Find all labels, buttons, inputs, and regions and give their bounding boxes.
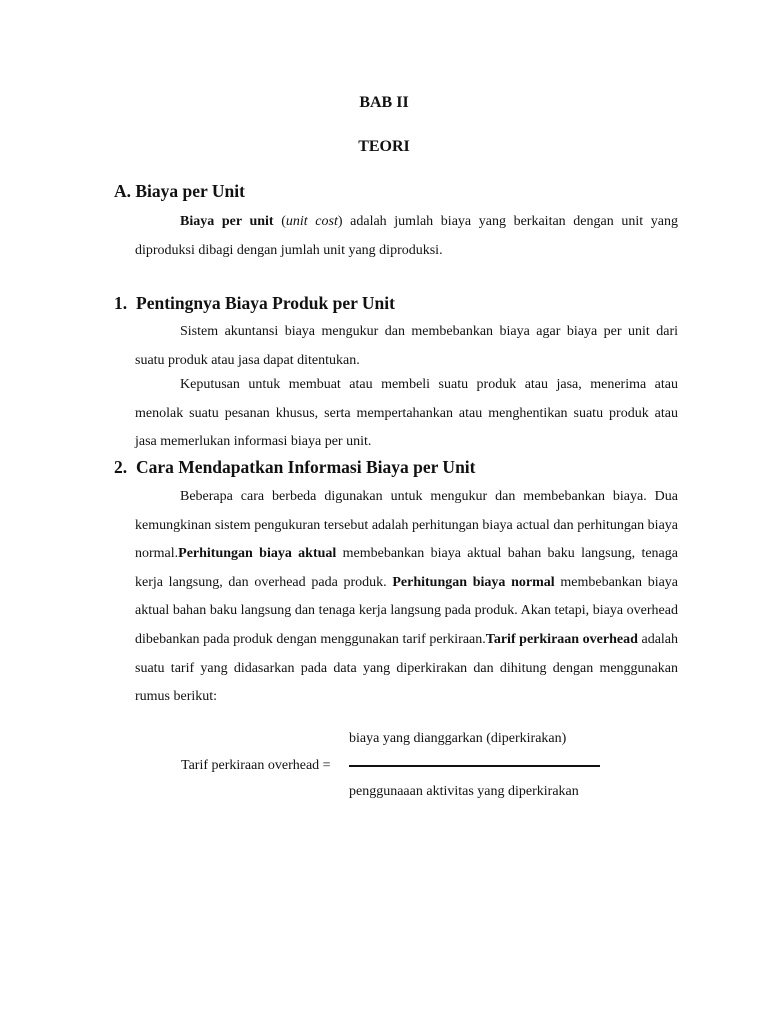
formula-denominator: penggunaaan aktivitas yang diperkirakan [349,784,579,799]
term-unit-cost: unit cost [285,214,338,229]
term-biaya-per-unit: Biaya per unit [180,214,274,229]
term-perhitungan-biaya-aktual: Perhitungan biaya aktual [178,546,337,562]
section-1-heading: 1. Pentingnya Biaya Produk per Unit [114,293,395,313]
section-2-heading: 2. Cara Mendapatkan Informasi Biaya per Unit [114,457,476,477]
fraction-bar [349,765,600,767]
term-tarif-perkiraan-overhead: Tarif perkiraan overhead [485,631,638,647]
term-perhitungan-biaya-normal: Perhitungan biaya normal [392,574,555,590]
section-a-heading: A. Biaya per Unit [114,181,245,201]
section-2-paragraph: Beberapa cara berbeda digunakan untuk mengukur dan membebankan biaya. Dua kemungkinan sistem pengukuran tersebut adalah perhitungan biaya actual dan perhitungan biaya normal.Perhitungan biaya aktual membebankan biaya aktual bahan baku langsung, tenaga kerja langsung, dan overhead pada produk. Perhitungan biaya normal membebankan biaya aktual bahan baku langsung dan tenaga kerja langsung pada produk. Akan tetapi, biaya overhead dibebankan pada produk dengan menggunakan tarif perkiraan.Tarif perkiraan overhead adalah suatu tarif yang didasarkan pada data yang diperkirakan dan dihitung dengan menggunakan rumus berikut: [135,489,679,705]
section-a-paragraph: Biaya per unit (unit cost) adalah jumlah biaya yang berkaitan dengan unit yang diproduksi dibagi dengan jumlah unit yang diproduksi. [135,214,678,258]
formula-numerator: biaya yang dianggarkan (diperkirakan) [349,731,567,746]
section-1-paragraph-1: Sistem akuntansi biaya mengukur dan membebankan biaya agar biaya per unit dari suatu produk atau jasa dapat ditentukan. [135,324,678,368]
chapter-subtitle: TEORI [358,138,410,155]
formula-label: Tarif perkiraan overhead = [181,758,331,773]
chapter-title: BAB II [359,94,409,111]
section-1-paragraph-2: Keputusan untuk membuat atau membeli suatu produk atau jasa, menerima atau menolak suatu pesanan khusus, serta mempertahankan atau menghentikan suatu produk atau jasa memerlukan informasi biaya per unit. [135,377,678,450]
